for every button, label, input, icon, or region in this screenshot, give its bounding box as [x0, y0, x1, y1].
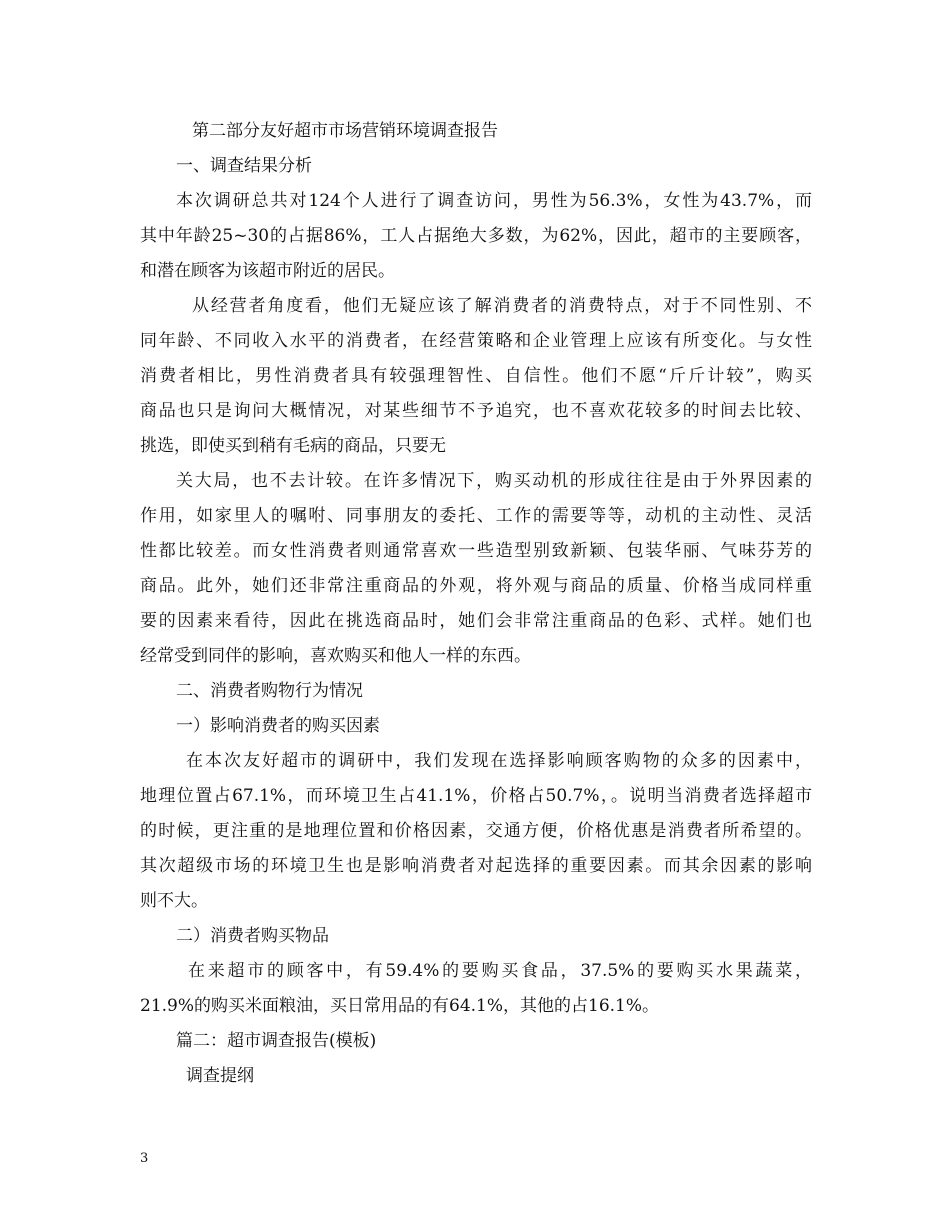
section-heading-1: 一、调查结果分析: [176, 156, 312, 176]
paragraph-line: 消费者相比，男性消费者具有较强理智性、自信性。他们不愿“斤斤计较”，购买: [140, 366, 812, 386]
paragraph-line: 要的因素来看待，因此在挑选商品时，她们会非常注重商品的色彩、式样。她们也: [140, 611, 812, 631]
paragraph-line: 挑选，即使买到稍有毛病的商品，只要无: [140, 436, 446, 456]
paragraph-line: 其中年龄25~30的占据86%，工人占据绝大多数，为62%，因此，超市的主要顾客，: [140, 226, 812, 246]
paragraph-line: 的时候，更注重的是地理位置和价格因素，交通方便，价格优惠是消费者所希望的。: [140, 821, 812, 841]
subsection-heading-1: 一）影响消费者的购买因素: [176, 716, 380, 736]
document-title: 第二部分友好超市市场营销环境调查报告: [192, 121, 498, 141]
paragraph-line: 21.9%的购买米面粮油，买日常用品的有64.1%，其他的占16.1%。: [140, 996, 660, 1016]
paragraph-line: 商品。此外，她们还非常注重商品的外观，将外观与商品的质量、价格当成同样重: [140, 576, 812, 596]
paragraph-line: 商品也只是询问大概情况，对某些细节不予追究，也不喜欢花较多的时间去比较、: [140, 401, 812, 421]
paragraph-line: 在来超市的顾客中，有59.4%的要购买食品，37.5%的要购买水果蔬菜，: [188, 961, 812, 981]
part-heading: 篇二：超市调查报告(模板): [176, 1031, 377, 1051]
outline-heading: 调查提纲: [186, 1066, 254, 1086]
subsection-heading-2: 二）消费者购买物品: [176, 926, 329, 946]
page-number: 3: [140, 1151, 149, 1166]
paragraph-line: 其次超级市场的环境卫生也是影响消费者对起选择的重要因素。而其余因素的影响: [140, 856, 812, 876]
paragraph-line: 从经营者角度看，他们无疑应该了解消费者的消费特点，对于不同性别、不: [192, 296, 812, 316]
paragraph-line: 地理位置占67.1%，而环境卫生占41.1%，价格占50.7%，。说明当消费者选择超市: [140, 786, 812, 806]
paragraph-line: 经常受到同伴的影响，喜欢购买和他人一样的东西。: [140, 646, 531, 666]
paragraph-line: 和潜在顾客为该超市附近的居民。: [140, 261, 395, 281]
paragraph-line: 同年龄、不同收入水平的消费者，在经营策略和企业管理上应该有所变化。与女性: [140, 331, 812, 351]
paragraph-line: 本次调研总共对124个人进行了调查访问，男性为56.3%，女性为43.7%，而: [176, 191, 812, 211]
paragraph-line: 作用，如家里人的嘱咐、同事朋友的委托、工作的需要等等，动机的主动性、灵活: [140, 506, 812, 526]
paragraph-line: 关大局，也不去计较。在许多情况下，购买动机的形成往往是由于外界因素的: [176, 471, 812, 491]
paragraph-line: 则不大。: [140, 891, 208, 911]
paragraph-line: 性都比较差。而女性消费者则通常喜欢一些造型别致新颖、包装华丽、气味芬芳的: [140, 541, 812, 561]
section-heading-2: 二、消费者购物行为情况: [176, 681, 363, 701]
paragraph-line: 在本次友好超市的调研中，我们发现在选择影响顾客购物的众多的因素中，: [186, 751, 812, 771]
